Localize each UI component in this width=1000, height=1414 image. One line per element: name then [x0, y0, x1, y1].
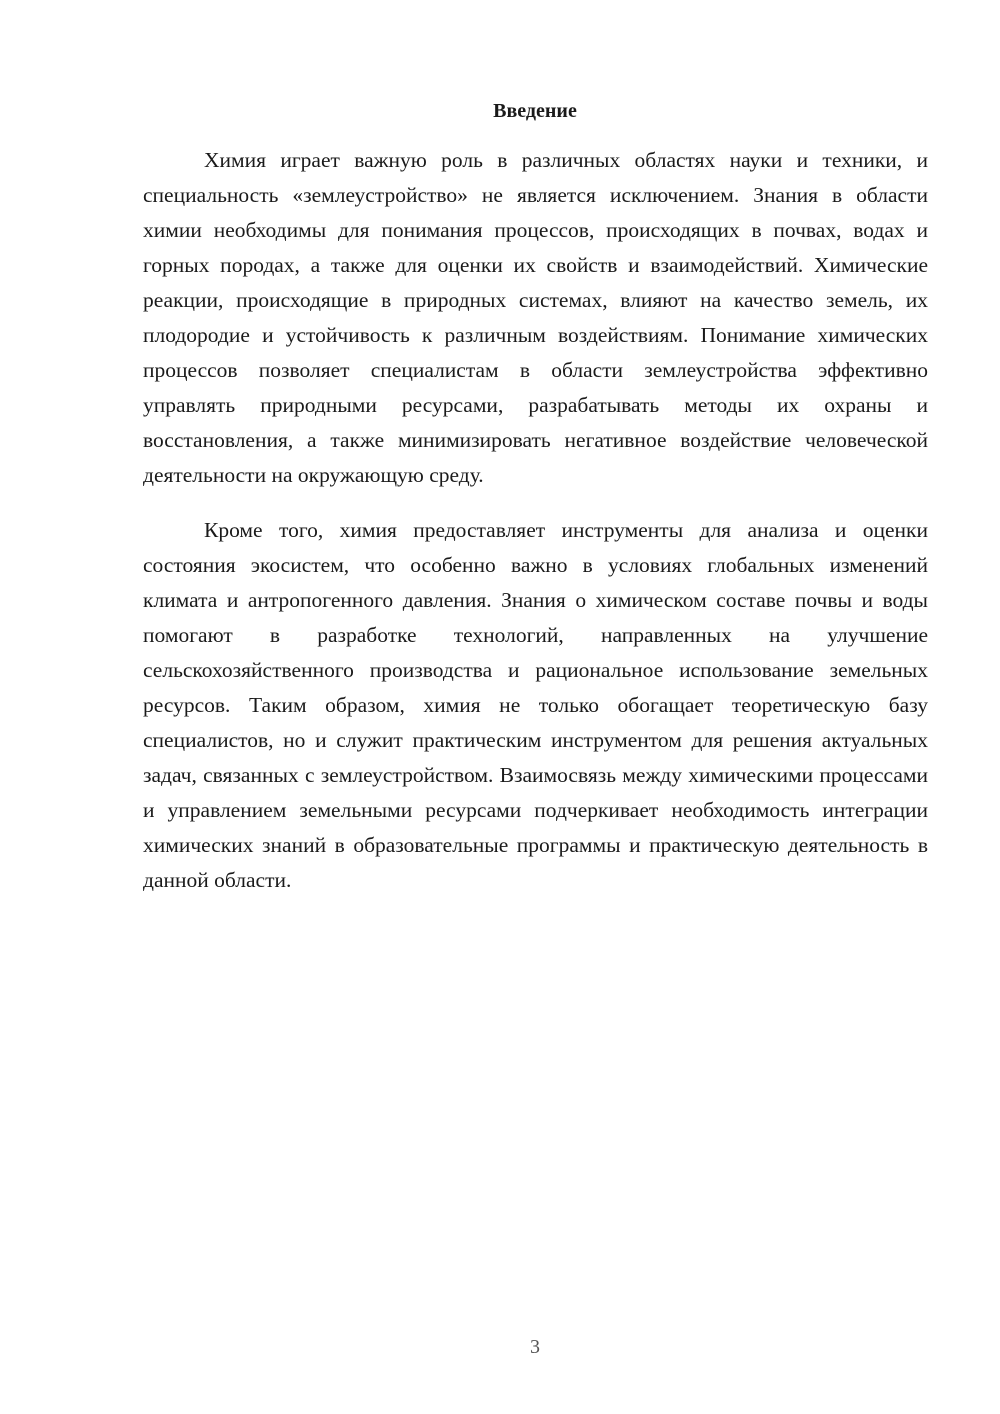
body-text: [143, 143, 928, 898]
paragraph: Кроме того, химия предоставляет инструменты для анализа и оценки состояния экосистем, что особенно важно в условиях глобальных изменений климата и антропогенного давления. Знания о химическом составе почвы и воды помогают в разработке технологий, направленных на улучшение сельскохозяйственного производства и рациональное использование земельных ресурсов. Таким образом, химия не только обогащает теоретическую базу специалистов, но и служит практическим инструментом для решения актуальных задач, связанных с землеустройством. Взаимосвязь между химическими процессами и управлением земельными ресурсами подчеркивает необходимость интеграции химических знаний в образовательные программы и практическую деятельность в данной области.: [143, 518, 928, 892]
page-number: 3: [530, 1336, 540, 1358]
section-heading: Введение: [493, 100, 577, 122]
paragraph: Химия играет важную роль в различных областях науки и техники, и специальность «землеустройство» не является исключением. Знания в области химии необходимы для понимания процессов, происходящих в почвах, водах и горных породах, а также для оценки их свойств и взаимодействий. Химические реакции, происходящие в природных системах, влияют на качество земель, их плодородие и устойчивость к различным воздействиям. Понимание химических процессов позволяет специалистам в области землеустройства эффективно управлять природными ресурсами, разрабатывать методы их охраны и восстановления, а также минимизировать негативное воздействие человеческой деятельности на окружающую среду.: [143, 148, 928, 487]
